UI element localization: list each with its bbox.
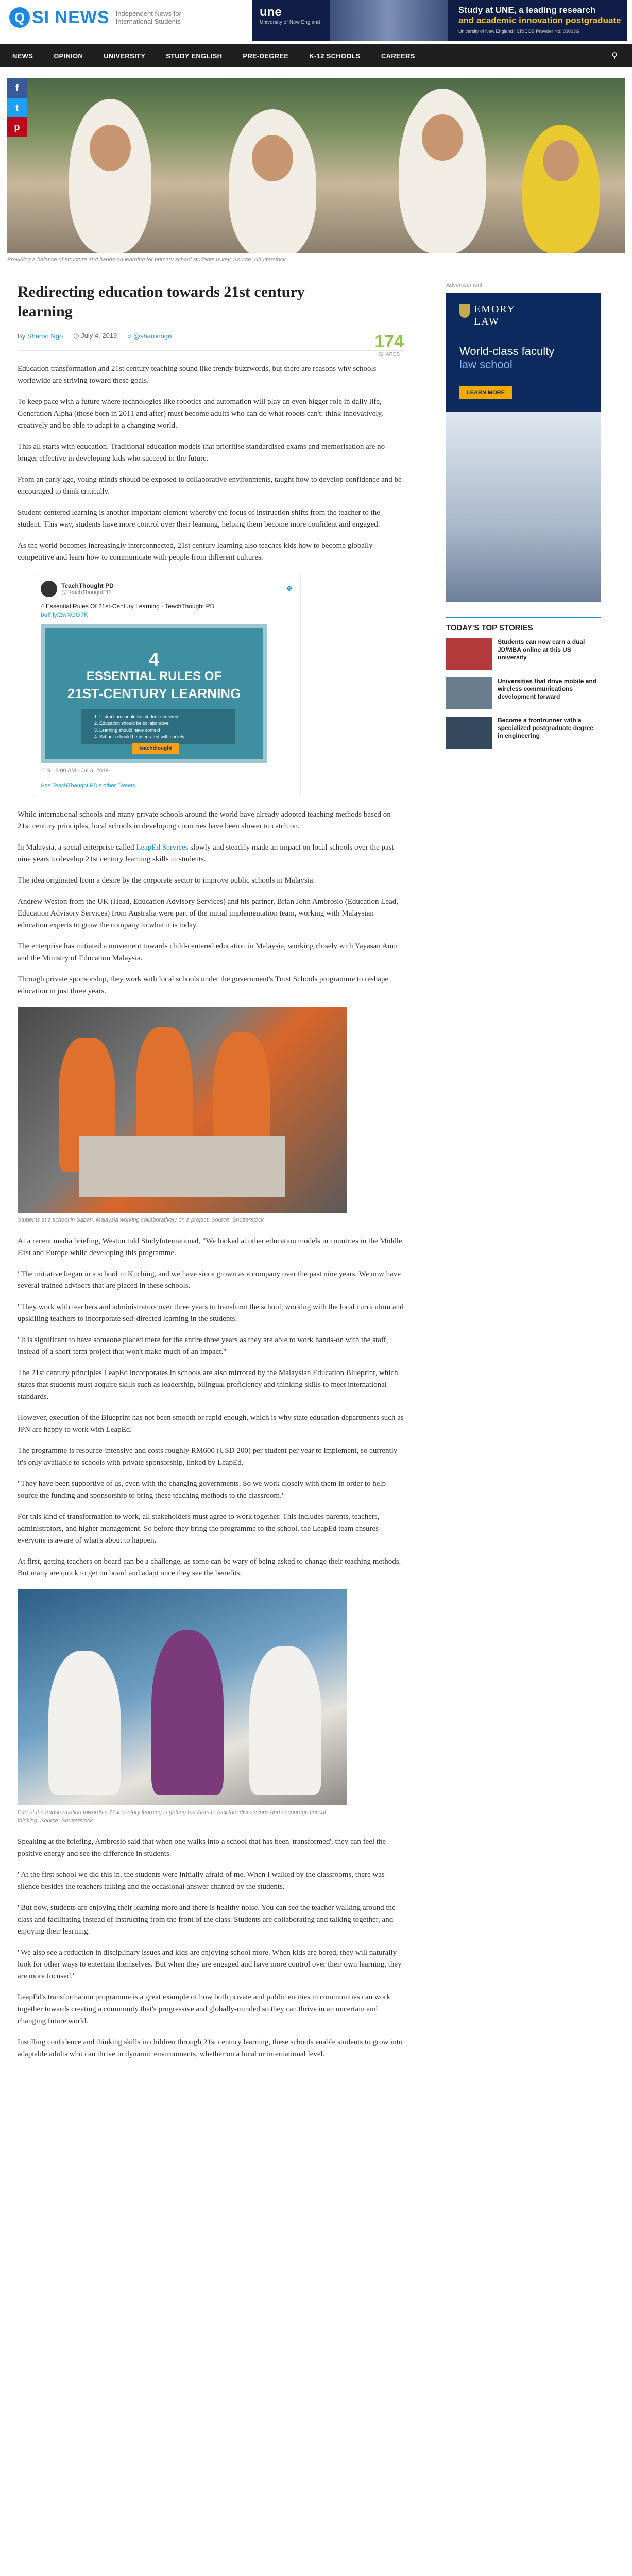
twitter-icon[interactable]: t [7, 98, 27, 117]
paragraph: For this kind of transformation to work, all stakeholders must agree to work together. This includes parents, teachers, administrators, and higher management. So before they bring the programme to the school, the LeapEd team ensures everyone is aware of what's about to happen. [18, 1513, 380, 1545]
top-story-item[interactable] [446, 717, 601, 749]
story-title[interactable]: Universities that drive mobile and wireless communications development forward [498, 677, 597, 700]
article-photo-classroom [18, 1589, 347, 1805]
card-heading-2: 21ST-CENTURY LEARNING [67, 686, 241, 701]
emory-sub: LAW [474, 316, 500, 327]
paragraph: "We also see a reduction in disciplinary issues and kids are enjoying school more. When kids are bored, they will naturally look for other ways to entertain themselves. But when they are engaged and have more control over their own learning, they are more focused." [18, 1948, 402, 1980]
site-logo[interactable] [9, 7, 203, 28]
top-ad-banner[interactable] [252, 0, 627, 41]
paragraph: From an early age, young minds should be exposed to collaborative environments, taught how to develop confidence and be encouraged to think critically. [18, 476, 402, 496]
logo-tagline: Independent News for International Students [115, 10, 181, 25]
search-icon[interactable]: ⚲ [611, 52, 618, 60]
card-rule: 4. Schools should be integrated with society [94, 734, 185, 739]
paragraph: The enterprise has initiated a movement towards child-centered education in Malaysia, working closely with Yayasan Amir and the Ministry of Education Malaysia. [18, 942, 399, 962]
hero-figure [90, 125, 131, 171]
avatar[interactable] [41, 581, 57, 597]
nav-item-opinion[interactable]: OPINION [54, 52, 83, 60]
tweet-text: 4 Essential Rules Of 21st-Century Learning - TeachThought PD buff.ly/2wXGG7K [41, 603, 215, 618]
nav-item-university[interactable]: UNIVERSITY [104, 52, 146, 60]
paragraph: The idea originated from a desire by the corporate sector to improve public schools in Malaysia. [18, 876, 315, 885]
tweet-meta: ♡ 9 8:00 AM - Jul 3, 2019 [41, 768, 109, 774]
paragraph: Andrew Weston from the UK (Head, Education Advisory Services) and his partner, Brian John Ambrosio (Education Lead, Education Advisory Services) from Australia were part of the initial implementation team, working with Malaysian education experts to grow the company to what it is today. [18, 897, 398, 929]
hero-figure [399, 89, 486, 253]
paragraph: "They have been supportive of us, even with the changing governments. So we work closely with them in order to help source the funding and sponsorship to bring these teaching methods to the classroom." [18, 1480, 386, 1500]
site-header [0, 0, 632, 44]
logo-mark: Q [9, 7, 30, 28]
paragraph: This all starts with education. Traditional education models that prioritise standardised exams and memorisation are no longer effective in developing kids who succeed in the future. [18, 443, 385, 463]
story-title[interactable]: Become a frontrunner with a specialized postgraduate degree in engineering [498, 717, 594, 739]
hero-image [7, 78, 625, 253]
article-title: Redirecting education towards 21st century learning [18, 283, 305, 320]
paragraph: Education transformation and 21st century teaching sound like trendy buzzwords, but there are reasons why schools worldwide are striving toward these goals. [18, 365, 377, 385]
paragraph: Student-centered learning is another important element whereby the focus of instruction shifts from the teacher to the student. This way, students have more control over their learning, helping them become more confident and engaged. [18, 509, 380, 529]
photo-caption: Students at a school in Sabah, Malaysia working collaboratively on a project. Source: Shutterstock [18, 1217, 264, 1223]
nav-item-study-english[interactable]: STUDY ENGLISH [166, 52, 223, 60]
paragraph: Through private sponsorship, they work with local schools under the government's Trust Schools programme to reshape education in just three years. [18, 975, 389, 995]
logo-text: SI NEWS [32, 7, 110, 27]
embedded-tweet[interactable] [33, 573, 301, 796]
author-twitter-link[interactable]: ○ @sharonngo [127, 332, 172, 340]
article-meta [18, 332, 404, 340]
story-thumbnail[interactable] [446, 677, 492, 709]
story-thumbnail[interactable] [446, 638, 492, 670]
card-rule: 2. Education should be collaborative [94, 721, 169, 726]
top-stories-heading: TODAY'S TOP STORIES [446, 617, 601, 632]
paragraph: The 21st century principles LeapEd incorporates in schools are also mirrored by the Malaysian Education Blueprint, which states that students must acquire skills such as leadership, bilingual proficiency and thinking skills to meet international standards. [18, 1369, 398, 1401]
tweet-more-link[interactable]: See TeachThought PD's other Tweets [41, 778, 293, 789]
twitter-bird-icon[interactable]: ❖ [285, 585, 293, 594]
leaped-link[interactable]: LeapEd Services [136, 843, 189, 852]
share-count [374, 332, 404, 358]
card-rules-list [81, 709, 235, 744]
tweet-author-name[interactable]: TeachThought PD [61, 582, 114, 589]
paragraph: While international schools and many private schools around the world have already adopted teaching methods based on 21st century principles, local schools in developing countries have been slower to catch on. [18, 810, 391, 831]
sidebar [446, 282, 611, 756]
paragraph: Instilling confidence and thinking skills in children through 21st century learning, these schools enable students to grow into adaptable adults who can thrive in dynamic environments, whether on a local or international level. [18, 2038, 403, 2058]
facebook-icon[interactable]: f [7, 78, 27, 98]
paragraph: The programme is resource-intensive and costs roughly RM600 (USD 200) per student per year to implement, so currently it's only available to schools with private sponsorship, linked by LeapEd. [18, 1447, 398, 1467]
share-count-number: 174 [374, 332, 404, 351]
story-title[interactable]: Students can now earn a dual JD/MBA online at this US university [498, 638, 585, 661]
paragraph: At a recent media briefing, Weston told StudyInternational, "We looked at other education models in countries in the Middle East and Europe while developing this programme. [18, 1237, 402, 1257]
paragraph: "They work with teachers and administrators over three years to transform the school, working with the local curriculum and upskilling teachers to incorporate self-directed learning in the students. [18, 1303, 404, 1323]
nav-item-careers[interactable]: CAREERS [381, 52, 415, 60]
ad-photo [330, 0, 448, 41]
article-photo-students [18, 1007, 347, 1213]
paragraph: Speaking at the briefing, Ambrosio said that when one walks into a school that has been 'transformed', they can feel the positive energy and see the difference in students. [18, 1838, 386, 1858]
emory-ad-photo [446, 412, 601, 602]
nav-item-k12-schools[interactable]: K-12 SCHOOLS [309, 52, 361, 60]
hero-figure [422, 114, 463, 161]
tweet-link[interactable]: buff.ly/2wXGG7K [41, 611, 88, 618]
card-rule: 3. Learning should have context [94, 727, 160, 733]
hero-figure [543, 140, 579, 181]
card-number: 4 [148, 649, 160, 670]
tweet-card-image[interactable] [41, 624, 267, 763]
emory-shield-icon [459, 304, 470, 318]
emory-headline: World-class faculty law school [459, 345, 555, 371]
byline: By Sharon Ngo [18, 332, 63, 340]
card-rule: 1. Instruction should be student-centered [94, 714, 179, 719]
hero-figure [69, 99, 151, 253]
top-story-item[interactable] [446, 677, 601, 709]
paragraph: LeapEd's transformation programme is a great example of how both private and public entities in communities can work together towards creating a community that's progressive and globally-minded so they can thrive in an uncertain and changing future world. [18, 1993, 390, 2025]
article-date: ◷ July 4, 2019 [73, 332, 117, 340]
main-nav [0, 44, 632, 67]
article [18, 282, 404, 2070]
paragraph: However, execution of the Blueprint has not been smooth or rapid enough, which is why state education departments such as JPN are happy to work with LeapEd. [18, 1414, 404, 1434]
emory-name: EMORY [474, 303, 516, 315]
author-link[interactable]: Sharon Ngo [27, 332, 63, 340]
ad-brand: une University of New England [260, 5, 320, 25]
top-story-item[interactable] [446, 638, 601, 670]
nav-item-news[interactable]: NEWS [12, 52, 33, 60]
hero-figure [229, 109, 316, 253]
paragraph: "It is significant to have someone placed there for the entire three years as they are able to work hands-on with the staff, instead of a short-term project that won't make much of an impact." [18, 1336, 388, 1356]
card-heading: ESSENTIAL RULES OF [86, 669, 222, 683]
photo-caption: Part of the transformation towards a 21st century learning is getting teachers to facilitate discussions and encourage critical thinking. Source: Shutterstock [18, 1809, 326, 1824]
ad-subtext: University of New England | CRICOS Provider No: 00003G [458, 29, 579, 34]
story-thumbnail[interactable] [446, 717, 492, 749]
paragraph: "But now, students are enjoying their learning more and there is healthy noise. You can see the teacher walking around the class and facilitating instead of instructing from the front of the class. Students are collaborating and talking together, and enjoying their learning. [18, 1904, 396, 1936]
paragraph: "The initiative began in a school in Kuching, and we have since grown as a company over the past nine years. We now have several trained advisors that are placed in these schools. [18, 1270, 401, 1290]
paragraph: "At the first school we did this in, the students were initially afraid of me. When I walked by the classrooms, there was silence besides the teachers talking and the occasional answer chanted by the students. [18, 1871, 385, 1891]
emory-law-ad[interactable] [446, 293, 601, 602]
paragraph: At first, getting teachers on board can be a challenge, as some can be wary of being asked to change their teaching methods. But many are quick to get on board and adapt once they see the benefits. [18, 1557, 401, 1578]
hero-figure [252, 135, 293, 181]
advertisement-label: Advertisement [446, 282, 611, 291]
learn-more-button[interactable]: LEARN MORE [459, 386, 512, 399]
paragraph: As the world becomes increasingly interconnected, 21st century learning also teaches kids how to become globally competitive and learn how to communicate with people from different cultures. [18, 541, 373, 562]
paragraph: To keep pace with a future where technologies like robotics and automation will play an even bigger role in daily life, Generation Alpha (those born in 2011 and after) must become adults who can do what robots can't: think innovatively, creatively and be able to adapt to a changing world. [18, 398, 383, 430]
card-brand: teachthought [132, 743, 179, 754]
hero-caption: Providing a balance of structure and hands-on learning for primary school students is key. Source: Shutterstock [7, 257, 286, 263]
divider [18, 350, 404, 351]
social-share-bar [7, 78, 27, 137]
tweet-author-handle[interactable]: @TeachThoughtPD [61, 589, 111, 596]
ad-headline: Study at UNE, a leading research and academic innovation postgraduate [458, 5, 621, 25]
pinterest-icon[interactable]: p [7, 117, 27, 137]
share-count-label: SHARES [379, 352, 400, 358]
paragraph: In Malaysia, a social enterprise called LeapEd Services slowly and steadily made an impact on local schools over the past nine years to develop 21st century learning skills in students. [18, 843, 394, 863]
nav-item-pre-degree[interactable]: PRE-DEGREE [243, 52, 289, 60]
